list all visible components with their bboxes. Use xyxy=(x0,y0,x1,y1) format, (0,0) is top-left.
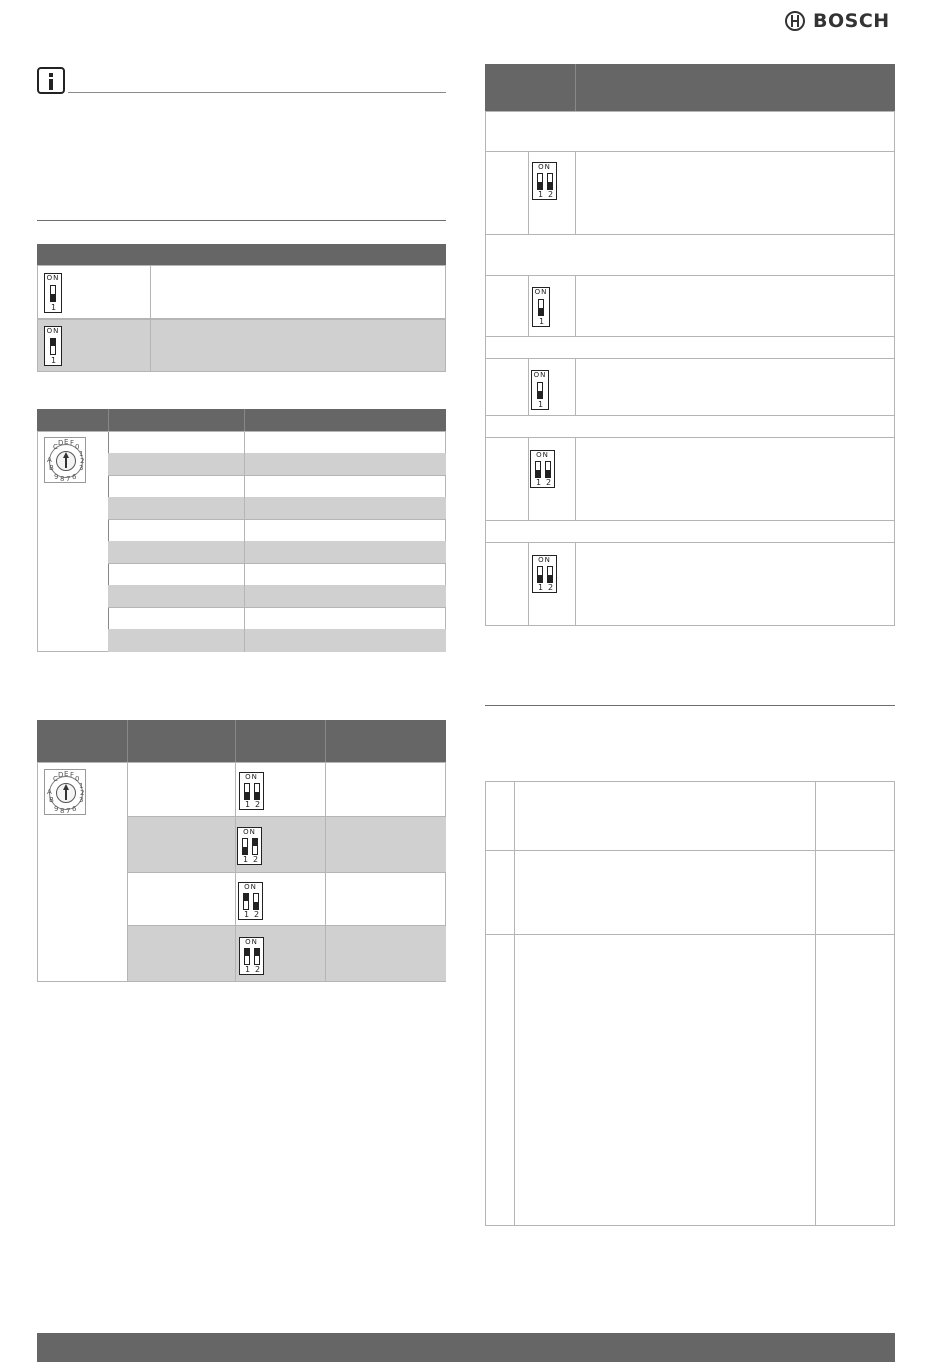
info-note-rule xyxy=(68,92,446,93)
table-row xyxy=(108,585,446,607)
table-row xyxy=(108,453,446,475)
section-divider-left xyxy=(37,220,446,221)
table-row xyxy=(127,925,446,981)
dip-switch-1-2-off: ON 1 2 xyxy=(239,772,264,810)
table-header xyxy=(37,244,446,265)
dip-switch-1-2-on: ON 1 2 xyxy=(239,937,264,975)
bosch-armature-icon xyxy=(785,11,805,31)
table-header xyxy=(37,409,446,431)
dip-switch-1-off: ON 1 xyxy=(531,370,549,410)
dip-switch-1-off: ON 1 xyxy=(532,287,550,327)
dip-switch-1-2-off: ON 1 2 xyxy=(532,555,557,593)
rotary-switch-icon: C D E F 0 1 2 3 B A 9 8 7 6 xyxy=(44,769,86,815)
dip-switch-1-2-off: ON 1 2 xyxy=(532,162,557,200)
table-row xyxy=(108,629,446,652)
table-body xyxy=(485,781,895,1226)
rotary-switch-icon: C D E F 0 1 2 3 B A 9 8 7 6 xyxy=(44,437,86,483)
info-icon xyxy=(37,67,65,94)
table-header xyxy=(37,720,446,762)
table-row xyxy=(127,816,446,872)
dip-switch-1-off: ON 1 xyxy=(44,273,62,313)
bosch-logo xyxy=(785,8,890,34)
section-divider-right xyxy=(485,705,895,706)
table-row xyxy=(108,541,446,563)
table-row xyxy=(37,319,446,372)
brand-name: BOSCH xyxy=(813,10,890,32)
footer-bar xyxy=(37,1333,895,1362)
dip-switch-1-2-off: ON 1 2 xyxy=(530,450,555,488)
table-header xyxy=(485,64,895,111)
dip-switch-1-on: ON 1 xyxy=(44,326,62,366)
dip-switch-1-on-2-off: ON 1 2 xyxy=(238,882,263,920)
dip-switch-1-off-2-on: ON 1 2 xyxy=(237,827,262,865)
table-row xyxy=(37,265,446,319)
table-row xyxy=(108,497,446,519)
